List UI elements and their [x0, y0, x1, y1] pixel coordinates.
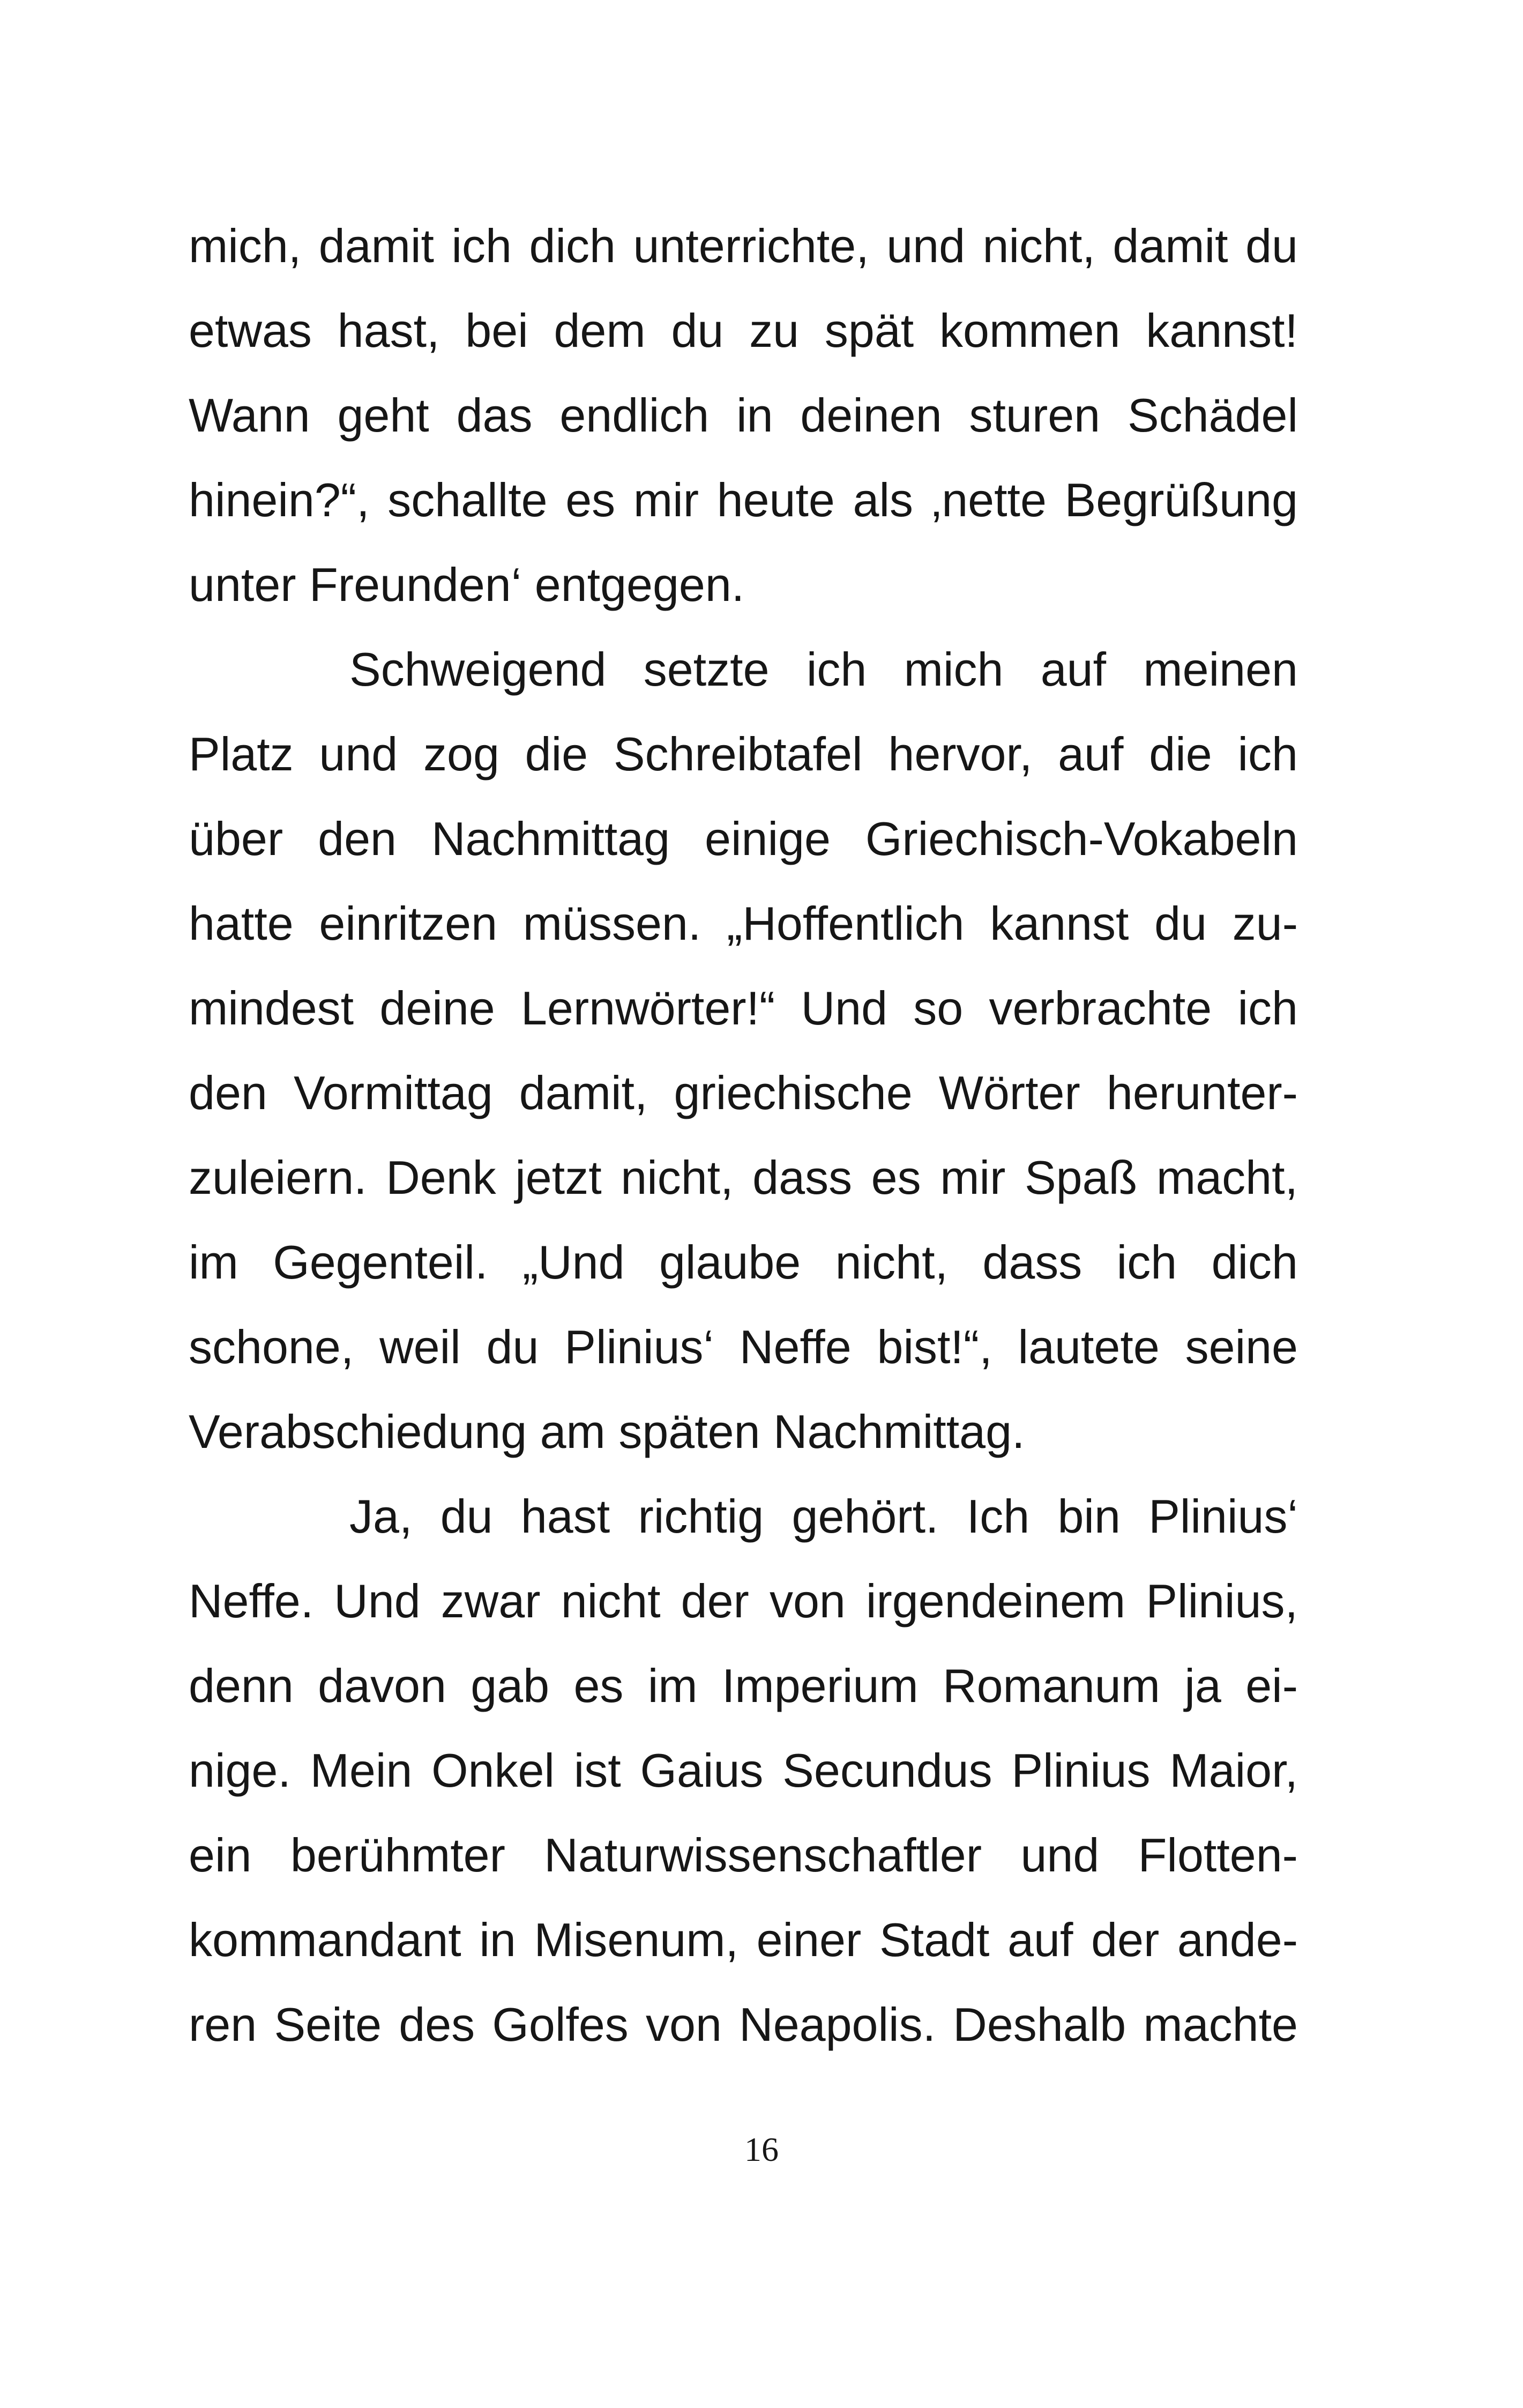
text-line: im Gegenteil. „Und glaube nicht, dass ich dich: [189, 1236, 1298, 1289]
text-line: über den Nachmittag einige Griechisch-Vokabeln: [189, 812, 1298, 865]
page-number: 16: [744, 2130, 779, 2168]
text-line: denn davon gab es im Imperium Romanum ja ei-: [189, 1659, 1298, 1712]
text-line: ren Seite des Golfes von Neapolis. Deshalb machte: [189, 1998, 1298, 2051]
text-line: unter Freunden‘ entgegen.: [189, 558, 745, 611]
text-line: mich, damit ich dich unterrichte, und nicht, damit du: [189, 219, 1298, 272]
text-line: etwas hast, bei dem du zu spät kommen kannst!: [189, 304, 1298, 357]
text-line: den Vormittag damit, griechische Wörter herunter-: [189, 1066, 1298, 1119]
text-line: Platz und zog die Schreibtafel hervor, auf die ich: [189, 727, 1298, 781]
text-line: Ja, du hast richtig gehört. Ich bin Plinius‘: [349, 1490, 1298, 1543]
text-line: kommandant in Misenum, einer Stadt auf der ande-: [189, 1913, 1298, 1966]
text-line: hatte einritzen müssen. „Hoffentlich kannst du zu-: [189, 897, 1298, 950]
text-line: Neffe. Und zwar nicht der von irgendeinem Plinius,: [189, 1574, 1298, 1627]
text-line: hinein?“, schallte es mir heute als ‚nette Begrüßung: [189, 473, 1298, 526]
text-line: schone, weil du Plinius‘ Neffe bist!“, lautete seine: [189, 1320, 1298, 1373]
text-line: nige. Mein Onkel ist Gaius Secundus Plinius Maior,: [189, 1744, 1298, 1797]
text-line: mindest deine Lernwörter!“ Und so verbrachte ich: [189, 982, 1298, 1035]
text-line: Schweigend setzte ich mich auf meinen: [349, 643, 1298, 696]
body-text: [189, 204, 1298, 2067]
text-line: Verabschiedung am späten Nachmittag.: [189, 1405, 1025, 1458]
text-line: ein berühmter Naturwissenschaftler und Flotten-: [189, 1829, 1298, 1882]
text-line: Wann geht das endlich in deinen sturen Schädel: [189, 389, 1298, 442]
text-line: zuleiern. Denk jetzt nicht, dass es mir Spaß macht,: [189, 1151, 1298, 1204]
